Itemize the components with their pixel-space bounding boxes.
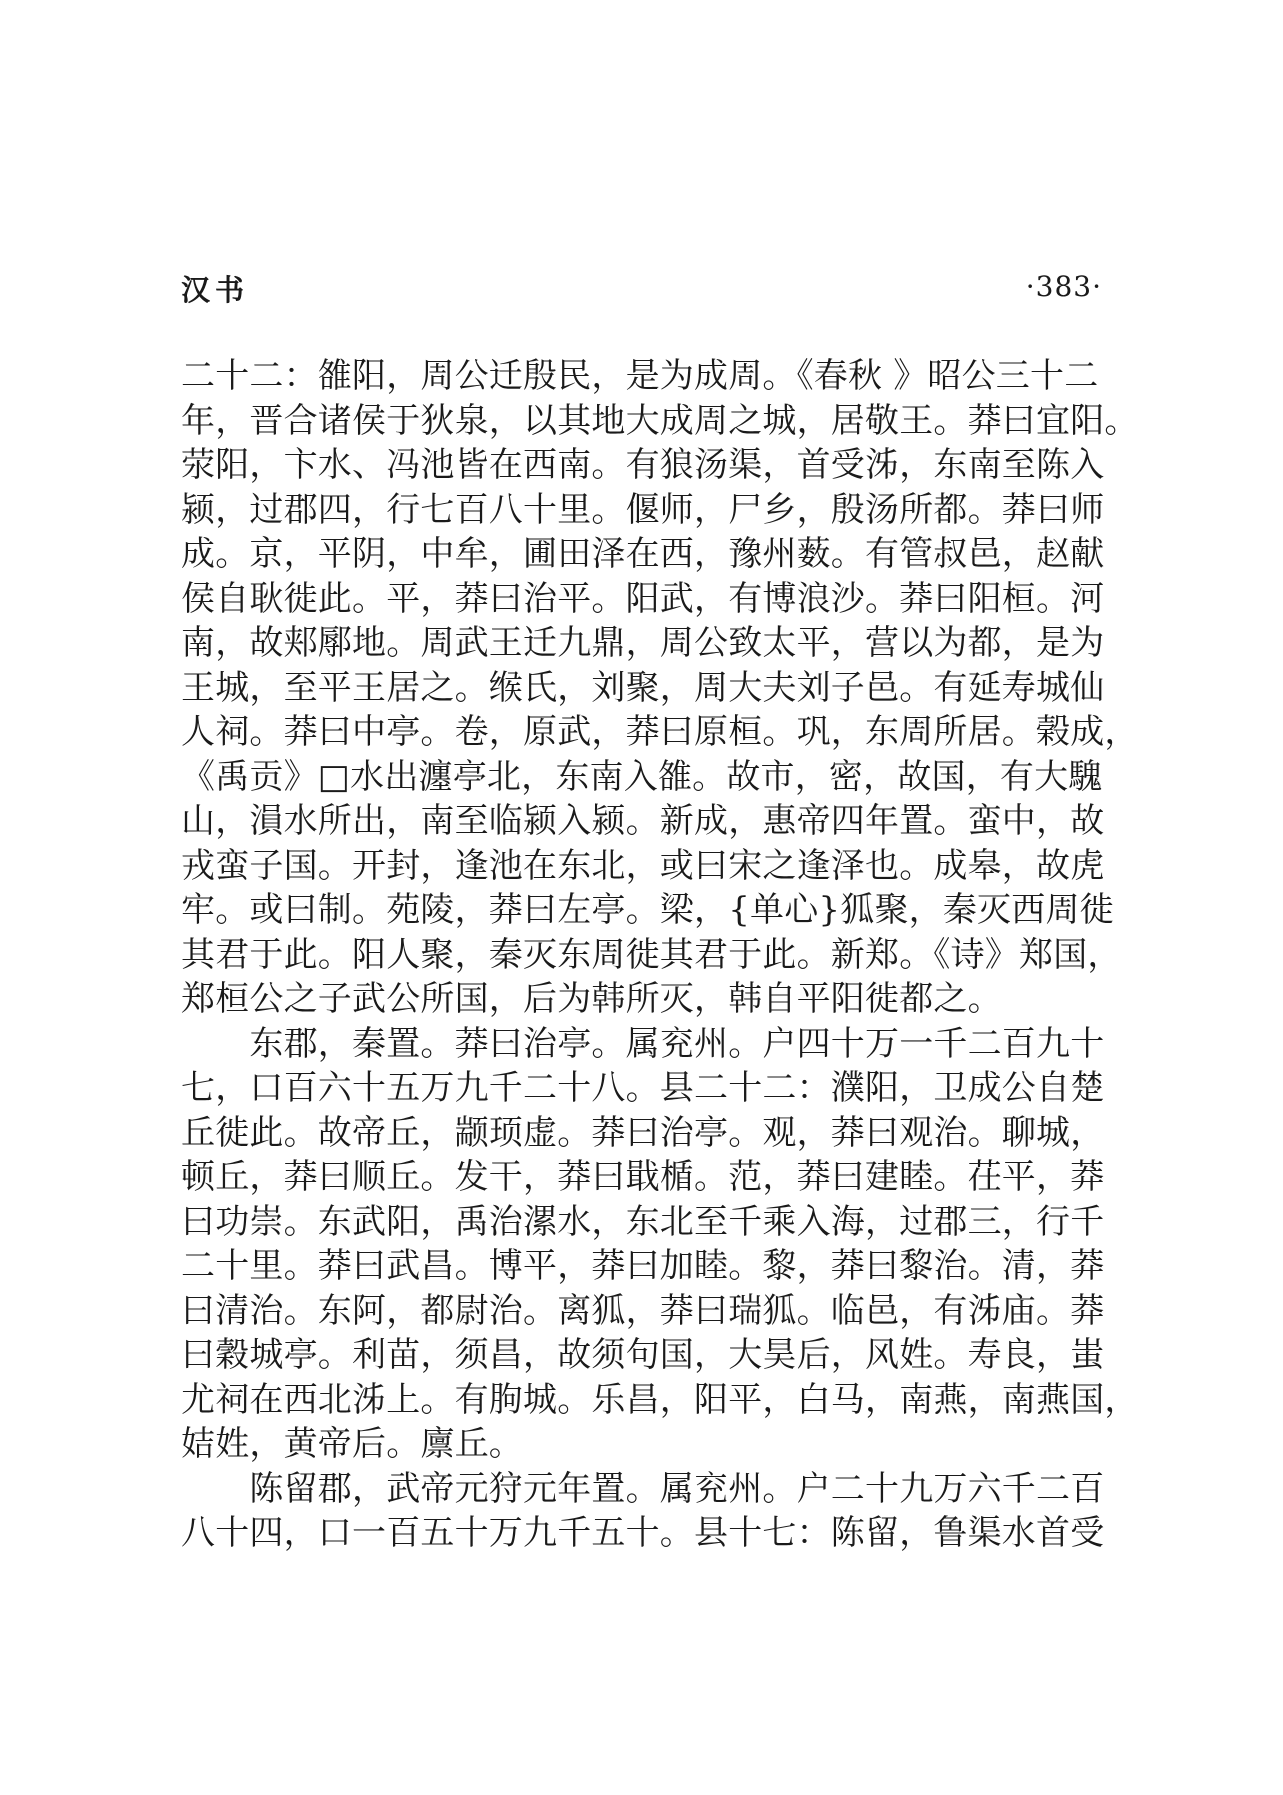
text-line: 侯自耿徙此。平，莽曰治平。阳武，有博浪沙。莽曰阳桓。河 [181, 578, 1105, 619]
text-line: 曰功崇。东武阳，禹治漯水，东北至千乘入海，过郡三，行千 [181, 1201, 1105, 1242]
text-line: 二十里。莽曰武昌。博平，莽曰加睦。黎，莽曰黎治。清，莽 [181, 1246, 1105, 1286]
text-line: 成。京，平阴，中牟，圃田泽在西，豫州薮。有管叔邑，赵献 [181, 534, 1105, 574]
text-line: 尤祠在西北泲上。有朐城。乐昌，阳平，白马，南燕，南燕国， [181, 1379, 1139, 1420]
text-line: 东郡，秦置。莽曰治亭。属兖州。户四十万一千二百九十 [181, 1023, 1105, 1064]
text-line: 曰清治。东阿，都尉治。离狐，莽曰瑞狐。临邑，有泲庙。莽 [181, 1290, 1105, 1331]
page-number: ·383· [1025, 270, 1102, 303]
text-line: 顿丘，莽曰顺丘。发干，莽曰戢楯。范，莽曰建睦。茌平，莽 [181, 1157, 1105, 1197]
text-line: 王城，至平王居之。缑氏，刘聚，周大夫刘子邑。有延寿城仙 [181, 667, 1105, 708]
book-title: 汉书 [181, 273, 250, 307]
text-line: 牢。或曰制。苑陵，莽曰左亭。梁，{单心}狐聚，秦灭西周徙 [181, 890, 1114, 930]
text-line: 荥阳，卞水、冯池皆在西南。有狼汤渠，首受泲，东南至陈入 [181, 445, 1105, 485]
text-line: 郑桓公之子武公所国，后为韩所灭，韩自平阳徙都之。 [181, 979, 1002, 1019]
text-line: 南，故郏鄏地。周武王迁九鼎，周公致太平，营以为都，是为 [181, 623, 1105, 663]
body-text [181, 354, 1139, 1556]
text-line: 年，晋合诸侯于狄泉，以其地大成周之城，居敬王。莽曰宜阳。 [181, 400, 1139, 441]
text-line: 七，口百六十五万九千二十八。县二十二：濮阳，卫成公自楚 [181, 1068, 1105, 1108]
text-line: 姞姓，黄帝后。廪丘。 [181, 1424, 523, 1464]
text-line: 山，溳水所出，南至临颍入颍。新成，惠帝四年置。蛮中，故 [181, 801, 1105, 841]
text-line: 二十二：雒阳，周公迁殷民，是为成周。《春秋 》昭公三十二 [181, 356, 1099, 396]
text-line: 《禹贡》□水出瀍亭北，东南入雒。故市，密，故国，有大騩 [181, 756, 1103, 797]
text-line: 八十四，口一百五十万九千五十。县十七：陈留，鲁渠水首受 [181, 1513, 1105, 1553]
text-line: 人祠。莽曰中亭。卷，原武，莽曰原桓。巩，东周所居。榖成， [181, 712, 1139, 752]
text-line: 曰穀城亭。利苗，须昌，故须句国，大昊后，风姓。寿良，蚩 [181, 1335, 1105, 1375]
running-head [181, 268, 1102, 318]
text-line: 戎蛮子国。开封，逢池在东北，或曰宋之逢泽也。成皋，故虎 [181, 845, 1105, 886]
text-line: 丘徙此。故帝丘，颛顼虚。莽曰治亭。观，莽曰观治。聊城， [181, 1112, 1105, 1153]
text-line: 陈留郡，武帝元狩元年置。属兖州。户二十九万六千二百 [181, 1468, 1105, 1509]
text-line: 其君于此。阳人聚，秦灭东周徙其君于此。新郑。《诗》郑国， [181, 934, 1122, 975]
text-line: 颍，过郡四，行七百八十里。偃师，尸乡，殷汤所都。莽曰师 [181, 489, 1105, 530]
